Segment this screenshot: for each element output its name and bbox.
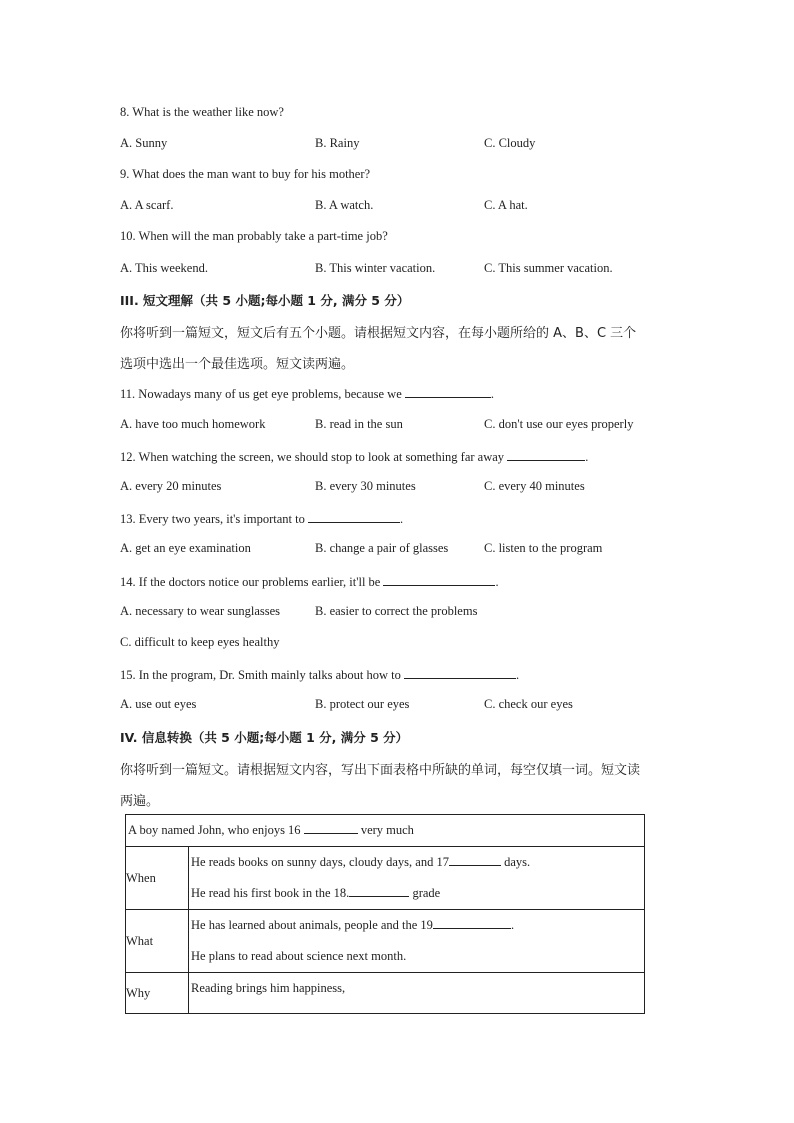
row-label: What — [126, 910, 189, 973]
option-12b: B. every 30 minutes — [315, 479, 416, 493]
section-4-heading: IV. 信息转换（共 5 小题;每小题 1 分, 满分 5 分） — [120, 730, 409, 745]
question-12: 12. When watching the screen, we should stop to look at something far away . — [120, 450, 589, 464]
option-13c: C. listen to the program — [484, 541, 603, 555]
option-15b: B. protect our eyes — [315, 697, 410, 711]
option-10b: B. This winter vacation. — [315, 261, 436, 275]
option-8a: A. Sunny — [120, 136, 168, 150]
option-14c: C. difficult to keep eyes healthy — [120, 635, 280, 649]
answer-blank[interactable] — [404, 666, 516, 679]
row-label: Why — [126, 973, 189, 1014]
question-13: 13. Every two years, it's important to . — [120, 512, 404, 526]
question-15: 15. In the program, Dr. Smith mainly talks about how to . — [120, 668, 520, 682]
question-9: 9. What does the man want to buy for his mother? — [120, 167, 371, 181]
option-15a: A. use out eyes — [120, 697, 197, 711]
answer-blank[interactable] — [308, 510, 400, 523]
option-8b: B. Rainy — [315, 136, 360, 150]
section-3-heading: III. 短文理解（共 5 小题;每小题 1 分, 满分 5 分） — [120, 293, 410, 308]
answer-blank[interactable] — [405, 385, 491, 398]
option-12a: A. every 20 minutes — [120, 479, 222, 493]
option-11b: B. read in the sun — [315, 417, 403, 431]
answer-blank-18[interactable] — [349, 884, 409, 897]
table-title-row: A boy named John, who enjoys 16 very much — [126, 815, 645, 847]
section-4-instructions-line2: 两遍。 — [120, 794, 160, 809]
answer-blank-16[interactable] — [304, 821, 358, 834]
option-14a: A. necessary to wear sunglasses — [120, 604, 281, 618]
option-9c: C. A hat. — [484, 198, 528, 212]
option-11a: A. have too much homework — [120, 417, 266, 431]
option-14b: B. easier to correct the problems — [315, 604, 478, 618]
answer-blank-17[interactable] — [449, 853, 501, 866]
info-table — [125, 814, 645, 1014]
option-13a: A. get an eye examination — [120, 541, 251, 555]
section-3-instructions-line2: 选项中选出一个最佳选项。短文读两遍。 — [120, 357, 355, 372]
row-label: When — [126, 847, 189, 910]
question-14: 14. If the doctors notice our problems earlier, it'll be . — [120, 575, 499, 589]
table-row-what: What He has learned about animals, people and the 19 . He plans to read about science next month. — [126, 910, 645, 973]
option-10c: C. This summer vacation. — [484, 261, 613, 275]
option-10a: A. This weekend. — [120, 261, 208, 275]
option-11c: C. don't use our eyes properly — [484, 417, 634, 431]
answer-blank[interactable] — [507, 448, 585, 461]
question-10: 10. When will the man probably take a part-time job? — [120, 229, 388, 243]
answer-blank-19[interactable] — [433, 916, 511, 929]
table-row-when: When He reads books on sunny days, cloudy days, and 17 days. He read his first book in the 18. grade — [126, 847, 645, 910]
section-3-instructions-line1: 你将听到一篇短文，短文后有五个小题。请根据短文内容，在每小题所给的 A、B、C 三个 — [120, 326, 637, 341]
option-13b: B. change a pair of glasses — [315, 541, 449, 555]
question-11: 11. Nowadays many of us get eye problems, because we . — [120, 387, 494, 401]
option-9b: B. A watch. — [315, 198, 374, 212]
option-8c: C. Cloudy — [484, 136, 536, 150]
option-9a: A. A scarf. — [120, 198, 174, 212]
option-12c: C. every 40 minutes — [484, 479, 585, 493]
question-8: 8. What is the weather like now? — [120, 105, 284, 119]
answer-blank[interactable] — [383, 573, 495, 586]
table-row-why: Why Reading brings him happiness, — [126, 973, 645, 1014]
option-15c: C. check our eyes — [484, 697, 573, 711]
section-4-instructions-line1: 你将听到一篇短文。请根据短文内容，写出下面表格中所缺的单词，每空仅填一词。短文读 — [120, 763, 641, 778]
